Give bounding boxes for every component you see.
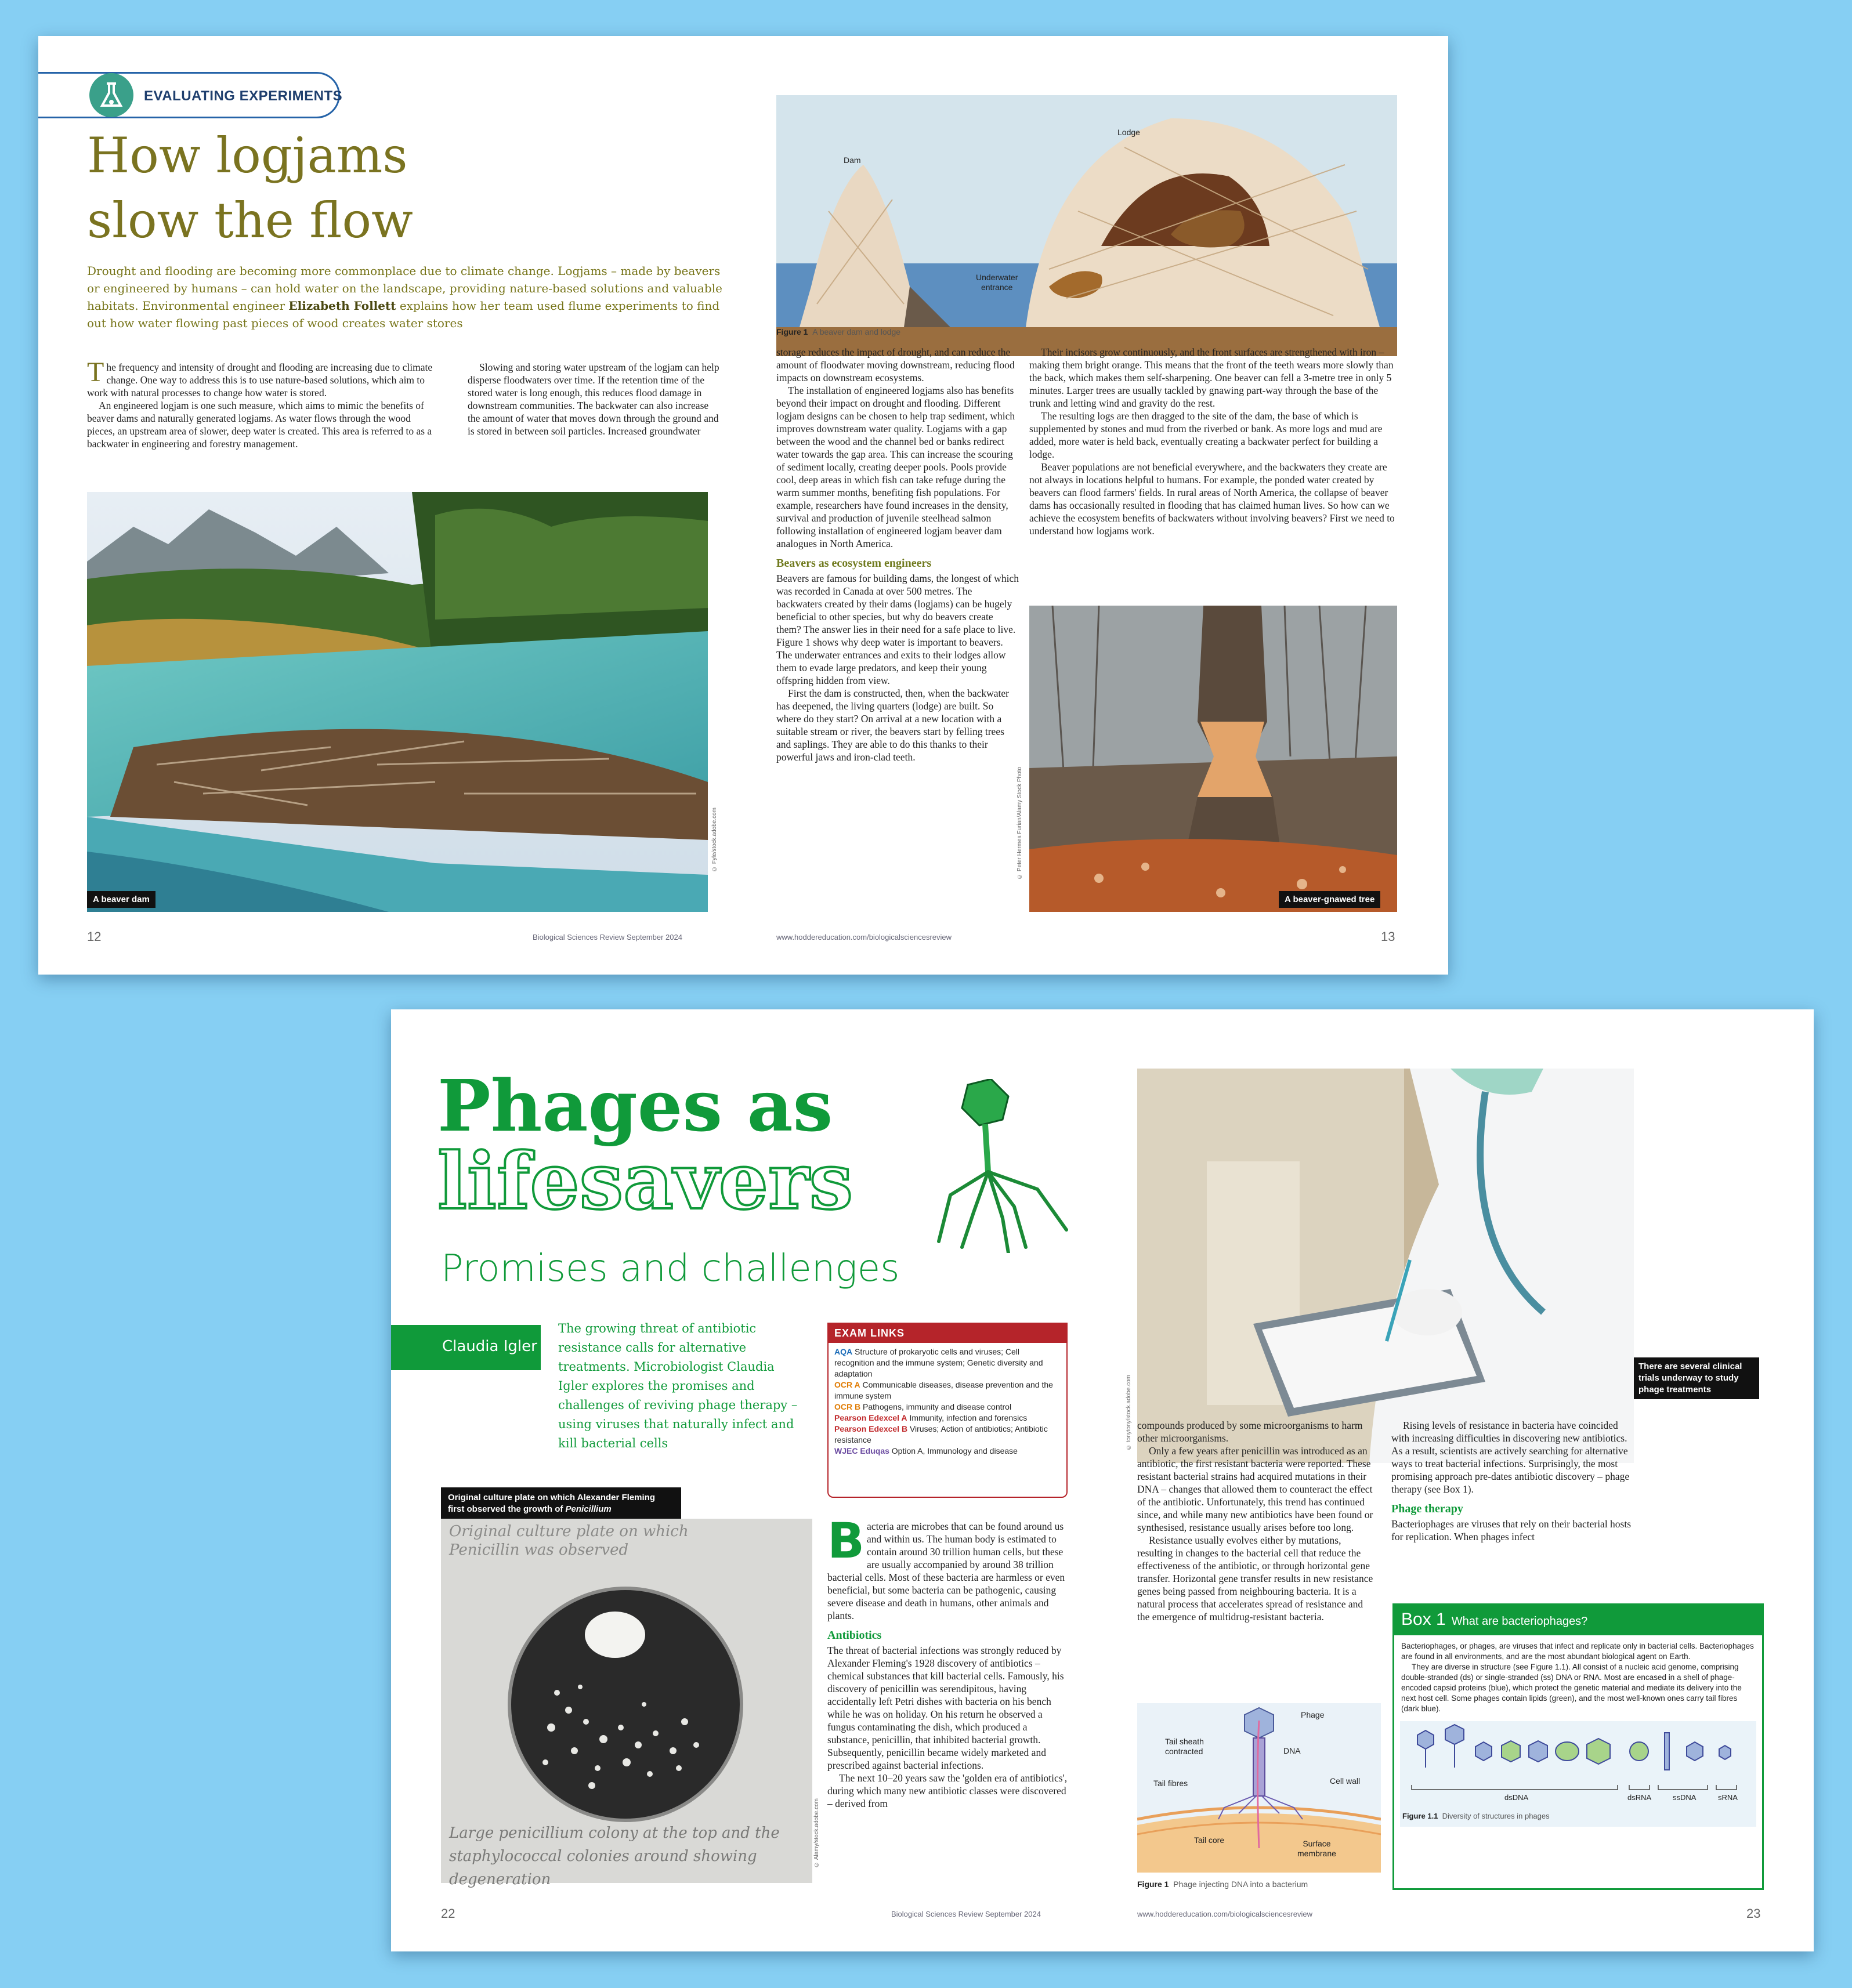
standfirst: The growing threat of antibiotic resistance calls for alternative treatments. Microbiologist Claudia Igler explores the promises and challenges of reviving phage therapy – using viruses that naturally infect and kill bacterial cells [558,1321,798,1450]
exam-board: OCR B [834,1402,861,1411]
article-spread-phages [391,1009,1814,1951]
exam-topics: Pathogens, immunity and disease control [863,1402,1012,1411]
page-number-left: 22 [441,1906,455,1921]
footer-left: Biological Sciences Review September 2024 [533,933,682,942]
label-dam: Dam [844,155,861,165]
box-text-1: Bacteriophages, or phages, are viruses that infect and replicate only in bacterial cells. Bacteriophages are found in all environments, and are the most abundant biological agent on Earth. [1401,1642,1754,1661]
exam-link-item [834,1346,1061,1379]
exam-topics: Communicable diseases, disease prevention and the immune system [834,1380,1053,1400]
flask-icon [89,73,133,117]
beaver-dam-photo [87,492,708,912]
figure-1-1-caption: Figure 1.1 Diversity of structures in phages [1402,1812,1550,1820]
footer-right: www.hoddereducation.com/biologicalsciencesreview [776,933,952,942]
group-label-dsdna: dsDNA [1504,1793,1529,1802]
exam-link-item [834,1402,1061,1413]
exam-links-box [827,1323,1068,1498]
figure-1-caption: Figure 1 Phage injecting DNA into a bacterium [1137,1880,1308,1889]
footer-left: Biological Sciences Review September 2024 [891,1910,1041,1918]
fig1-label-wall: Cell wall [1330,1776,1361,1786]
article-subtitle: Promises and challenges [441,1247,900,1290]
section-label: EVALUATING EXPERIMENTS [144,88,343,104]
drop-cap: B [827,1512,865,1569]
photo-caption: There are several clinical trials underway to study phage treatments [1634,1357,1759,1399]
phage-illustration [927,1079,1072,1253]
fig1-label-fibres: Tail fibres [1153,1779,1188,1788]
subheading: Phage therapy [1391,1502,1463,1515]
fig1-label-dna: DNA [1283,1746,1301,1755]
plate-credit: © Alamy/stock.adobe.com [813,1798,820,1868]
article-title: How logjams slow the flow [87,127,413,249]
beaver-lodge-diagram [776,95,1397,356]
label-lodge: Lodge [1117,128,1140,137]
body-column-1: Bacteria are microbes that can be found around us and within us. The human body is estimated to contain around 30 trillion human cells, but these are usually accompanied by around 38 trillion bacterial cells. Most of these bacteria are harmless or even beneficial, but some bacteria can be pathogenic, causing severe disease and death in humans, other animals and plants. Antibiotics The threat of bacterial infections was strongly reduced by Alexander Fleming's 1928 discovery of antibiotics – chemical substances that kill bacterial cells. Famously, his discovery of penicillin was serendipitous, having accidentally left Petri dishes with bacteria on his bench while he was on holiday. On his return he observed a fungus contaminating the dish, which produced a substance, penicillin, that inhibited bacterial growth. Subsequently, penicillin became widely marketed and prescribed against bacterial infections. The next 10–20 years saw the 'golden era of antibiotics', during which many new antibiotic classes were discovered – derived from [827,1512,1068,1809]
article-spread-logjams [38,36,1448,975]
exam-board: Pearson Edexcel B [834,1424,908,1433]
group-label-srna: sRNA [1718,1793,1738,1802]
box-header: Box 1 What are bacteriophages? [1394,1605,1762,1635]
photo-credit-2: © Peter Hermes Furian/Alamy Stock Photo [1017,767,1023,879]
exam-topics: Option A, Immunology and disease [891,1446,1018,1455]
phage-diversity-figure [1400,1721,1756,1827]
gnawed-tree-photo [1029,606,1397,912]
page-number-left: 12 [87,929,102,944]
page-number-right: 13 [1381,929,1395,944]
author-name: Claudia Igler [442,1338,537,1355]
figure-caption: Figure 1 A beaver dam and lodge [776,327,901,336]
photo-caption-2: A beaver-gnawed tree [1279,891,1380,908]
phage-injection-diagram [1137,1703,1381,1873]
footer-right: www.hoddereducation.com/biologicalsciencesreview [1137,1910,1313,1918]
box-text-2: They are diverse in structure (see Figure 1.1). All consist of a nucleic acid genome, comprising double-stranded (ds) or single-stranded (ss) DNA or RNA. Most are encased in a shell of phage-encoded capsid proteins (blue), which protect the genetic material and mediate its delivery into the next host cell. Some phages contain lipids (green), and the most well-known ones carry tail fibres (dark blue). [1401,1663,1742,1713]
body-column-1: The frequency and intensity of drought and flooding are increasing due to climate change. One way to address this is to use nature-based solutions, which aim to work with natural processes to change how water is stored. An engineered logjam is one such measure, which aims to mimic the benefits of beaver dams and naturally generated logjams. As water flows through the wood pieces, an upstream area of slower, deep water is created. This area is referred to as a backwater in engineering and forestry management. [87,357,433,450]
exam-topics: Viruses; Action of antibiotics; Antibiotic resistance [834,1424,1048,1444]
exam-link-item [834,1413,1061,1424]
article-title: Phages as [437,1064,833,1147]
exam-links-header: EXAM LINKS [829,1324,1066,1343]
body-column-2: compounds produced by some microorganisms to harm other microorganisms. Only a few years after penicillin was introduced as an antibiotic, the first resistant bacteria were reported. These resistant bacterial strains had acquired mutations in their DNA – changes that allowed them to counteract the effect of the antibiotic. Unfortunately, this trend has continued since, and while many new antibiotics have been found or synthesised, resistance usually arises before too long. Resistance usually evolves either by mutations, resulting in changes to the bacterial cell that reduce the effectiveness of the antibiotic, or through horizontal gene transfer. Horizontal gene transfer results in new resistance genes being passed from neighbouring bacteria. It is a natural process that accelerates spread of resistance and the emergence of multidrug-resistant bacteria. [1137,1420,1373,1623]
group-label-dsrna: dsRNA [1627,1793,1652,1802]
subheading: Antibiotics [827,1629,882,1642]
exam-link-item [834,1424,1061,1446]
drop-cap: T [87,357,104,388]
exam-board: AQA [834,1347,853,1356]
fig1-label-phage: Phage [1301,1710,1325,1719]
standfirst: Drought and flooding are becoming more commonplace due to climate change. Logjams – made by beavers or engineered by humans – can hold water on the landscape, providing nature-based solutions and valuable habitats. Environmental engineer Elizabeth Follett explains how her team used flume experiments to find out how water flowing past pieces of wood creates water stores [87,264,722,330]
exam-topics: Structure of prokaryotic cells and viruses; Cell recognition and the immune system; Genetic diversity and adaptation [834,1347,1043,1378]
exam-link-item [834,1446,1061,1457]
exam-board: Pearson Edexcel A [834,1413,907,1422]
body-column-3: Rising levels of resistance in bacteria have coincided with increasing difficulties in discovering new antibiotics. As a result, scientists are actively searching for alternative ways to treat bacterial infections. Surprisingly, the most promising approach pre-dates antibiotic discovery – phage therapy (see Box 1). Phage therapy Bacteriophages are viruses that rely on their bacterial hosts for replication. When phages infect [1391,1419,1636,1543]
clinician-photo [1137,1069,1634,1463]
exam-board: WJEC Eduqas [834,1446,889,1455]
label-underwater-entrance: Underwater entrance [976,273,1018,292]
body-column-3: storage reduces the impact of drought, and can reduce the amount of floodwater moving downstream, reducing flood impacts on downstream ecosystems. The installation of engineered logjams also has benefits beyond their impact on drought and flooding. Different logjam designs can be chosen to help trap sediment, which improves downstream water quality. Logjams with a gap between the wood and the channel bed or banks redirect water towards the gap area. This can increase the scouring of sediment locally, creating deeper pools. Pools provide cool, deep areas in which fish can take refuge during the warm summer months, benefiting fish populations. For example, researchers have found increases in the density, survival and production of juvenile steelhead salmon following installation of engineered logjam beaver dam analogues in North America. Beavers as ecosystem engineers Beavers are famous for building dams, the longest of which was recorded in Canada at over 500 metres. The backwaters created by their dams (logjams) can be hugely beneficial to other species, but why do beavers create them? The answer lies in their need for a safe place to live. Figure 1 shows why deep water is important to beavers. The underwater entrances and exits to their lodges allow them to evade large predators, and keep their young offspring hidden from view. First the dam is constructed, then, when the backwater has deepened, the living quarters (lodge) are built. So where do they start? On arrival at a new location with a suitable stream or river, the beavers start by felling trees and saplings. They are able to do this thanks to their powerful jaws and iron-clad teeth. [776,346,1020,763]
body-column-4: Their incisors grow continuously, and the front surfaces are strengthened with iron – making them bright orange. This means that the front of the teeth wears more slowly than the back, which makes them self-sharpening. One beaver can fell a 3-metre tree in only 5 minutes. Larger trees are usually tackled by gnawing part-way through the base of the trunk and letting wind and gravity do the rest. The resulting logs are then dragged to the site of the dam, the base of which is supplemented by stones and mud from the riverbed or bank. As more logs and mud are added, more water is held back, eventually creating a backwater perfect for building a lodge. Beaver populations are not beneficial everywhere, and the backwaters they create are not always in locations helpful to humans. For example, the ponded water created by beavers can flood farmers' fields. In rural areas of North America, the collapse of beaver dams has occasionally resulted in flooding that has claimed human lives. So how can we achieve the ecosystem benefits of backwaters without involving beavers? First we need to understand how logjams work. [1029,346,1395,537]
subheading: Beavers as ecosystem engineers [776,557,932,570]
fig1-label-sheath: Tail sheath contracted [1165,1737,1204,1756]
plate-handwriting-top: Original culture plate on which Penicillin was observed [449,1523,689,1559]
fig1-label-core: Tail core [1194,1835,1225,1845]
plate-handwriting-bottom: Large penicillium colony at the top and the staphylococcal colonies around showing degeneration [449,1824,780,1888]
exam-links-list [829,1343,1066,1460]
photo-credit: © Fyle/stock.adobe.com [711,807,718,872]
exam-board: OCR A [834,1380,860,1389]
photo-caption: A beaver dam [87,891,155,908]
fig1-label-membrane: Surface membrane [1297,1839,1336,1858]
plate-caption: Original culture plate on which Alexander Fleming first observed the growth of Penicillium [441,1487,681,1520]
body-column-2: Slowing and storing water upstream of the logjam can help disperse floodwaters over time. If the retention time of the stored water is long enough, this reduces flood damage in downstream communities. The backwater can also increase the amount of water that moves down through the ground and is stored in between soil particles. Increased groundwater [468,361,719,437]
exam-topics: Immunity, infection and forensics [909,1413,1028,1422]
article-title-outline: lifesavers [437,1135,853,1227]
box-1 [1392,1603,1764,1890]
exam-link-item [834,1379,1061,1402]
group-label-ssdna: ssDNA [1673,1793,1697,1802]
photo-credit: © tonytony/stock.adobe.com [1126,1375,1132,1450]
page-number-right: 23 [1746,1906,1761,1921]
